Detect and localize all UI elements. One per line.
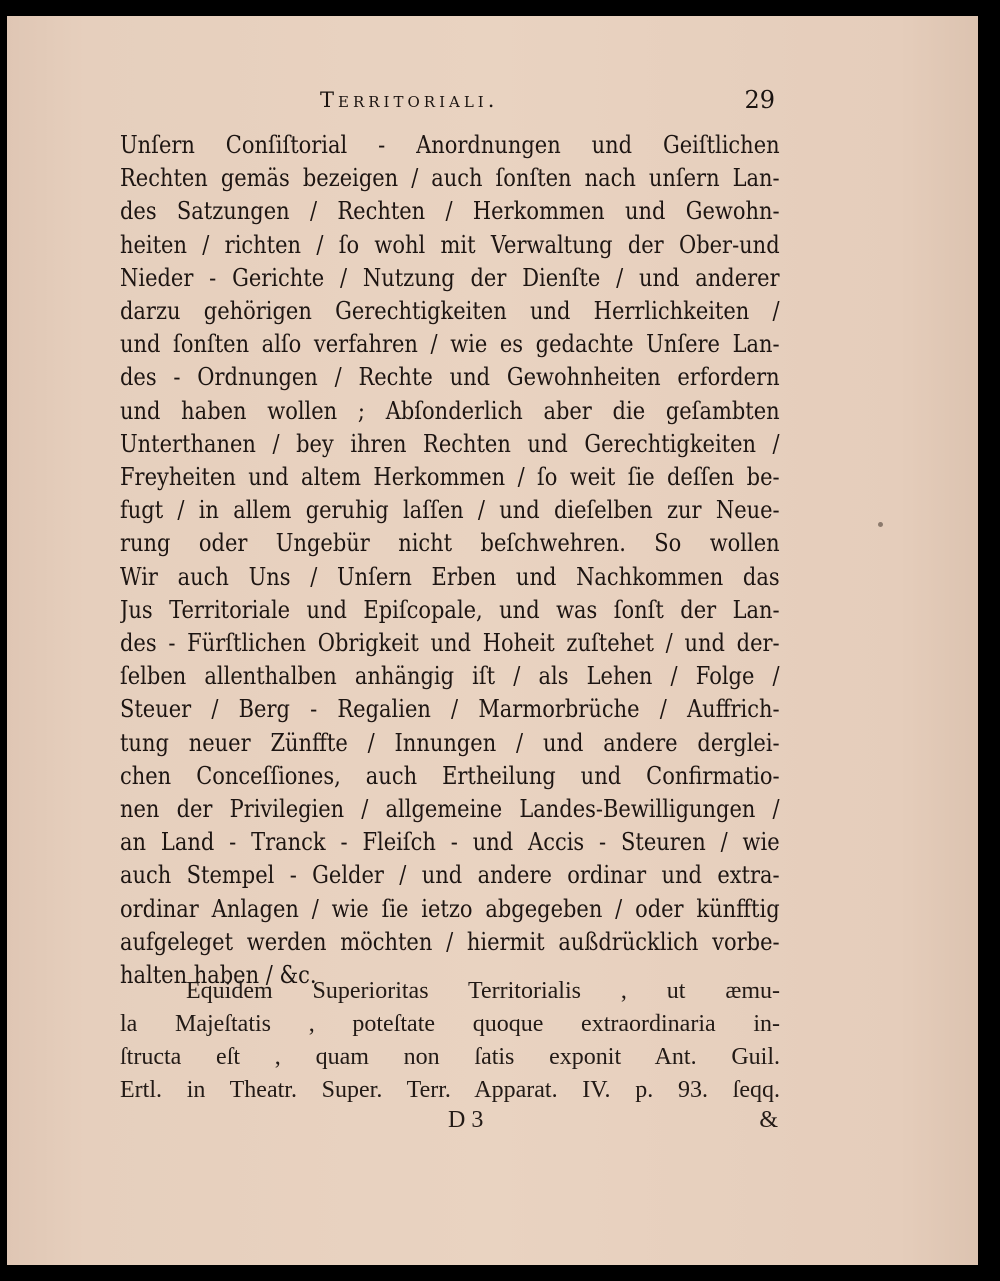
signature-mark: D 3	[448, 1107, 484, 1133]
text-line: Freyheiten und altem Herkommen / ſo weit ſie deſſen be-	[120, 462, 780, 492]
text-line: und haben wollen ; Abſonderlich aber die geſambten	[120, 395, 780, 425]
text-line: ſelben allenthalben anhängig iſt / als Lehen / Folge /	[120, 661, 780, 691]
scan-border-right	[978, 0, 1000, 1281]
text-line: tung neuer Zünffte / Innungen / und andere derglei-	[120, 727, 780, 757]
latin-line: ſtructa eſt , quam non ſatis exponit Ant. Guil.	[120, 1044, 780, 1070]
paper-speck	[878, 522, 883, 527]
text-line: nen der Privilegien / allgemeine Landes-Bewilligungen /	[120, 794, 780, 824]
text-line: auch Stempel - Gelder / und andere ordinar und extra-	[120, 860, 780, 890]
text-line: Rechten gemäs bezeigen / auch ſonſten nach unſern Lan-	[120, 163, 780, 193]
text-line: darzu gehörigen Gerechtigkeiten und Herrlichkeiten /	[120, 296, 780, 326]
scan-border-bottom	[0, 1265, 1000, 1281]
text-line: an Land - Tranck - Fleiſch - und Accis - Steuren / wie	[120, 827, 780, 857]
text-line: des - Fürſtlichen Obrigkeit und Hoheit zuſtehet / und der-	[120, 628, 780, 658]
page-footer	[448, 1107, 778, 1137]
text-line: Unſern Conſiſtorial - Anordnungen und Geiſtlichen	[120, 130, 780, 159]
body-text	[120, 128, 780, 991]
scan-border-top	[0, 0, 1000, 16]
latin-line: Ertl. in Theatr. Super. Terr. Apparat. IV. p. 93. ſeqq.	[120, 1077, 780, 1103]
text-line: halten haben / &c.	[120, 960, 317, 990]
text-line: des - Ordnungen / Rechte und Gewohnheiten erfordern	[120, 362, 780, 392]
text-line: fugt / in allem geruhig laſſen / und dieſelben zur Neue-	[120, 495, 780, 525]
text-line: Steuer / Berg - Regalien / Marmorbrüche / Auffrich-	[120, 694, 780, 724]
text-line: chen Conceſſiones, auch Ertheilung und Confirmatio-	[120, 760, 780, 790]
page-number: 29	[744, 86, 775, 114]
text-line: Nieder - Gerichte / Nutzung der Dienſte / und anderer	[120, 262, 780, 292]
text-line: Wir auch Uns / Unſern Erben und Nachkommen das	[120, 561, 780, 591]
text-line: ordinar Anlagen / wie ſie ietzo abgegeben / oder künfftig	[120, 893, 780, 923]
text-line: Unterthanen / bey ihren Rechten und Gerechtigkeiten /	[120, 428, 780, 458]
text-line: und ſonſten alſo verfahren / wie es gedachte Unſere Lan-	[120, 329, 780, 359]
text-line: rung oder Ungebür nicht beſchwehren. So wollen	[120, 528, 780, 558]
catchword: &	[759, 1107, 778, 1133]
page-header	[320, 88, 775, 122]
text-line: des Satzungen / Rechten / Herkommen und Gewohn-	[120, 196, 780, 226]
text-line: Jus Territoriale und Epiſcopale, und was ſonſt der Lan-	[120, 594, 780, 624]
latin-line: la Majeſtatis , poteſtate quoque extraordinaria in-	[120, 1011, 780, 1037]
text-line: heiten / richten / ſo wohl mit Verwaltung der Ober-und	[120, 229, 780, 259]
running-title: Territoriali.	[320, 88, 499, 112]
scan-border-left	[0, 0, 7, 1281]
text-line: aufgeleget werden möchten / hiermit außdrücklich vorbe-	[120, 926, 780, 956]
latin-line: Equidem Superioritas Territorialis , ut æmu-	[186, 978, 780, 1004]
latin-paragraph	[120, 975, 780, 1107]
